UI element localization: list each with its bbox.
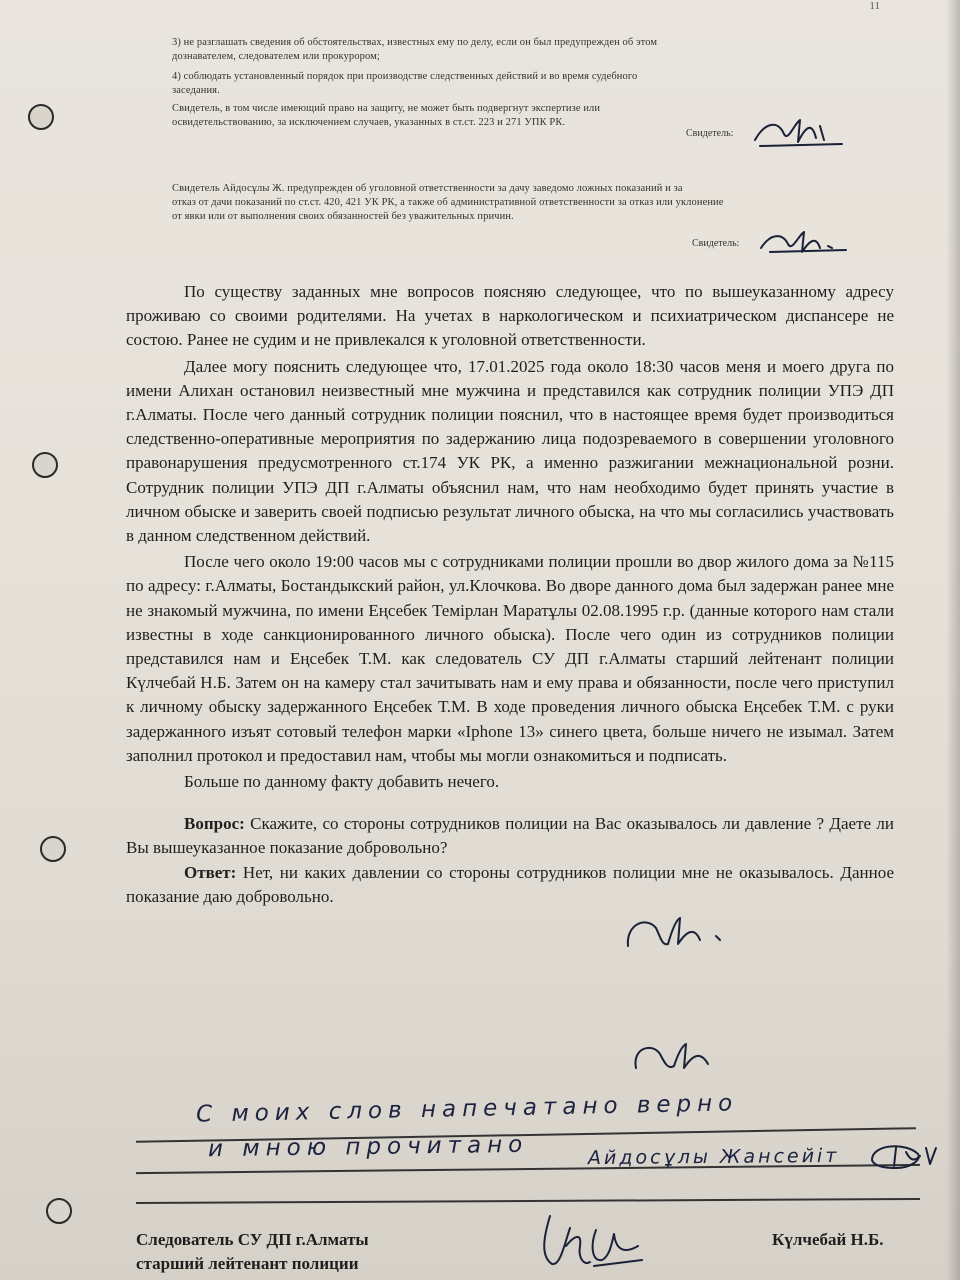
investigator-name: Күлчебай Н.Б. — [772, 1230, 884, 1249]
testimony-body — [126, 280, 894, 909]
answer-paragraph — [126, 861, 894, 909]
punch-hole-icon — [40, 836, 66, 862]
witness-signature-icon — [756, 222, 856, 262]
answer-label: Ответ: — [184, 862, 237, 882]
answer-text: Нет, ни каких давлении со стороны сотрудников полиции мне не оказывалось. Данное показание даю добровольно. — [126, 862, 894, 906]
question-label: Вопрос: — [184, 814, 245, 834]
witness-signature-label: Свидетель: — [686, 128, 734, 139]
page-number: 11 — [869, 0, 880, 12]
header-line-2: дознавателем, следователем или прокурором; — [172, 51, 380, 62]
header-line-3: 4) соблюдать установленный порядок при производстве следственных действий и во время судебного — [172, 71, 638, 82]
paragraph-encounter: Далее могу пояснить следующее что, 17.01.2025 года около 18:30 часов меня и моего друга по имени Алихан остановил неизвестный мне мужчина и представился как сотрудник полиции УПЭ ДП г.Алматы. После чего данный сотрудник полиции пояснил, что в настоящее время будет производиться следственно-оперативные мероприятия по задержанию лица подозреваемого в совершении уголовного правонарушения предусмотренного ст.174 УК РК, а именно разжигании межнациональной розни. Сотрудник полиции УПЭ ДП г.Алматы объяснил нам, что нам необходимо будет принять участие в личном обыске и заверить своей подписью результат личного обыска, на что мы согласились участвовать в данном следственном действий. — [126, 356, 894, 546]
header-line-5: Свидетель, в том числе имеющий право на защиту, не может быть подвергнут экспертизе или — [172, 103, 601, 114]
header-line-4: заседания. — [172, 85, 220, 96]
paragraph-search: После чего около 19:00 часов мы с сотрудниками полиции прошли во двор жилого дома за №115 по адресу: г.Алматы, Бостандыкский район, ул.Клочкова. Во дворе данного дома был задержан ранее мне не знакомый мужчина, по имени Еңсебек Темірлан Маратұлы 02.08.1995 г.р. (данные которого нам стали известны в ходе санкционированного личного обыска). После чего один из сотрудников полиции представился нам и Еңсебек Т.М. как следователь СУ ДП г.Алматы старший лейтенант полиции Күлчебай Н.Б. Затем он на камеру стал зачитывать нам и ему права и обязанности, после чего приступил к личному обыску задержанного Еңсебек Т.М. В ходе проведения личного обыска Еңсебек Т.М. с руки задержанного изъят сотовый телефон марки «Iphone 13» синего цвета, больше ничего не изымал. Затем заполнил протокол и предоставил нам, чтобы мы могли ознакомиться и подписать. — [126, 552, 894, 765]
punch-hole-icon — [28, 104, 54, 130]
witness-signature-label-2: Свидетель: — [692, 238, 740, 249]
warning-line-2: отказ от дачи показаний по ст.ст. 420, 421 УК РК, а также об административной ответственности за отказ или уклонение — [172, 197, 724, 208]
investigator-signature-icon — [530, 1206, 660, 1276]
page-edge-shadow — [946, 0, 960, 1280]
header-line-6: освидетельствованию, за исключением случаев, указанных в ст.ст. 223 и 271 УПК РК. — [172, 117, 566, 128]
investigator-title-line-2: старший лейтенант полиции — [136, 1254, 359, 1273]
question-text: Скажите, со стороны сотрудников полиции на Вас оказывалось ли давление ? Даете ли Вы вышеуказанное показание добровольно? — [126, 814, 894, 858]
witness-signature-icon — [750, 112, 850, 152]
question-paragraph — [126, 812, 894, 860]
punch-hole-icon — [32, 452, 58, 478]
paragraph-nothing-to-add: Больше по данному факту добавить нечего. — [184, 772, 500, 792]
paragraph-residence: По существу заданных мне вопросов поясняю следующее, что по вышеуказанному адресу проживаю со своими родителями. На учетах в наркологическом и психиатрическом диспансере не состою. Ранее не судим и не привлекался к уголовной ответственности. — [126, 282, 894, 350]
investigator-title-line-1: Следователь СУ ДП г.Алматы — [136, 1230, 369, 1249]
header-line-1: 3) не разглашать сведения об обстоятельствах, известных ему по делу, если он был предупрежден об этом — [172, 37, 658, 48]
witness-signature-icon — [622, 910, 742, 960]
warning-line-1: Свидетель Айдосұлы Ж. предупрежден об уголовной ответственности за дачу заведомо ложных показаний и за — [172, 183, 683, 194]
witness-signature-icon — [866, 1138, 950, 1178]
investigator-title — [136, 1228, 516, 1276]
handwritten-line-1: С моих слов напечатано верно — [195, 1090, 739, 1128]
warning-line-3: от явки или от выполнения своих обязанностей без уважительных причин. — [172, 211, 514, 222]
handwritten-line-2: и мною прочитано — [207, 1131, 529, 1163]
handwriting-underline — [136, 1198, 920, 1204]
witness-signature-icon — [628, 1036, 738, 1080]
handwritten-witness-name: Айдосұлы Жансейіт — [587, 1144, 840, 1170]
punch-hole-icon — [46, 1198, 72, 1224]
